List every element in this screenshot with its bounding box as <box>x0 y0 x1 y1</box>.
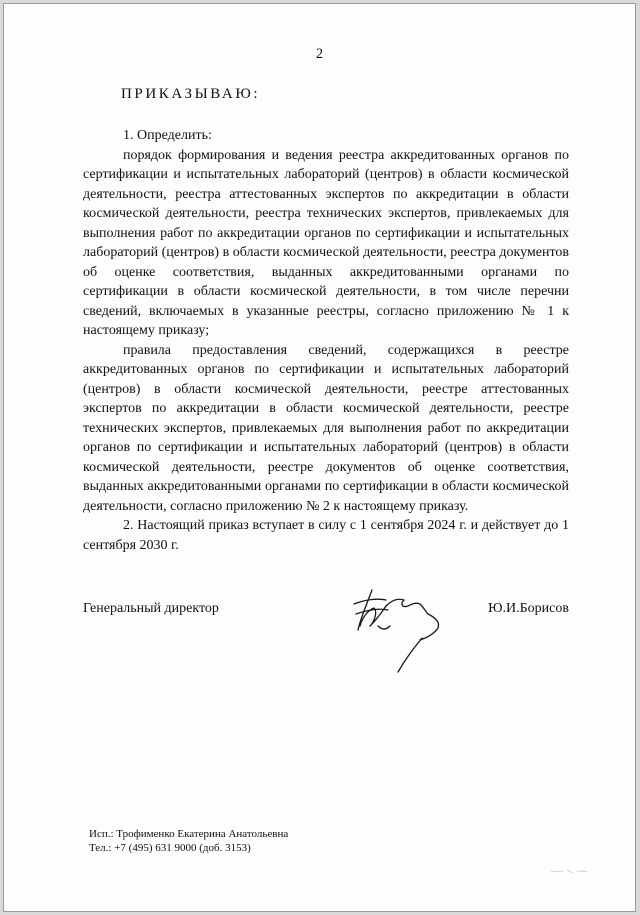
signature-block <box>83 601 569 623</box>
document-page <box>3 3 636 912</box>
scan-artifact <box>549 866 589 876</box>
signatory-name: Ю.И.Борисов <box>488 601 569 616</box>
signatory-title: Генеральный директор <box>83 601 219 616</box>
page-number: 2 <box>315 46 324 62</box>
order-heading: ПРИКАЗЫВАЮ: <box>121 86 261 102</box>
handwritten-signature <box>342 580 452 676</box>
paragraph-determine: 1. Определить: <box>123 128 212 143</box>
phone-line: Тел.: +7 (495) 631 9000 (доб. 3153) <box>89 842 251 854</box>
executor-line: Исп.: Трофименко Екатерина Анатольевна <box>89 828 289 840</box>
order-body <box>83 126 569 555</box>
paragraph-effective-date: 2. Настоящий приказ вступает в силу с 1 сентября 2024 г. и действует до 1 сентября 2030 г. <box>83 518 569 553</box>
executor-contact <box>89 827 288 855</box>
paragraph-information-rules: правила предоставления сведений, содержащихся в реестре аккредитованных органов по сертификации и испытательных лабораторий (центров) в области космической деятельности, реестре аттестованных экспертов по аккредитации в области космической деятельности, реестре технических экспертов, привлекаемых для выполнения работ по аккредитации органов по сертификации и испытательных лабораторий (центров) в области космической деятельности, реестре документов об оценке соответствия, выданных аккредитованными органами по сертификации в области космической деятельности, согласно приложению № 2 к настоящему приказу. <box>83 342 569 514</box>
paragraph-registry-procedure: порядок формирования и ведения реестра аккредитованных органов по сертификации и испытательных лабораторий (центров) в области космической деятельности, реестра аттестованных экспертов по аккредитации в области космической деятельности, реестра технических экспертов, привлекаемых для выполнения работ по аккредитации органов по сертификации и испытательных лабораторий (центров) в области космической деятельности, реестра документов об оценке соответствия, выданных аккредитованными органами по сертификации в области космической деятельности, в том числе перечни сведений, включаемых в указанные реестры, согласно приложению № 1 к настоящему приказу; <box>83 147 569 338</box>
